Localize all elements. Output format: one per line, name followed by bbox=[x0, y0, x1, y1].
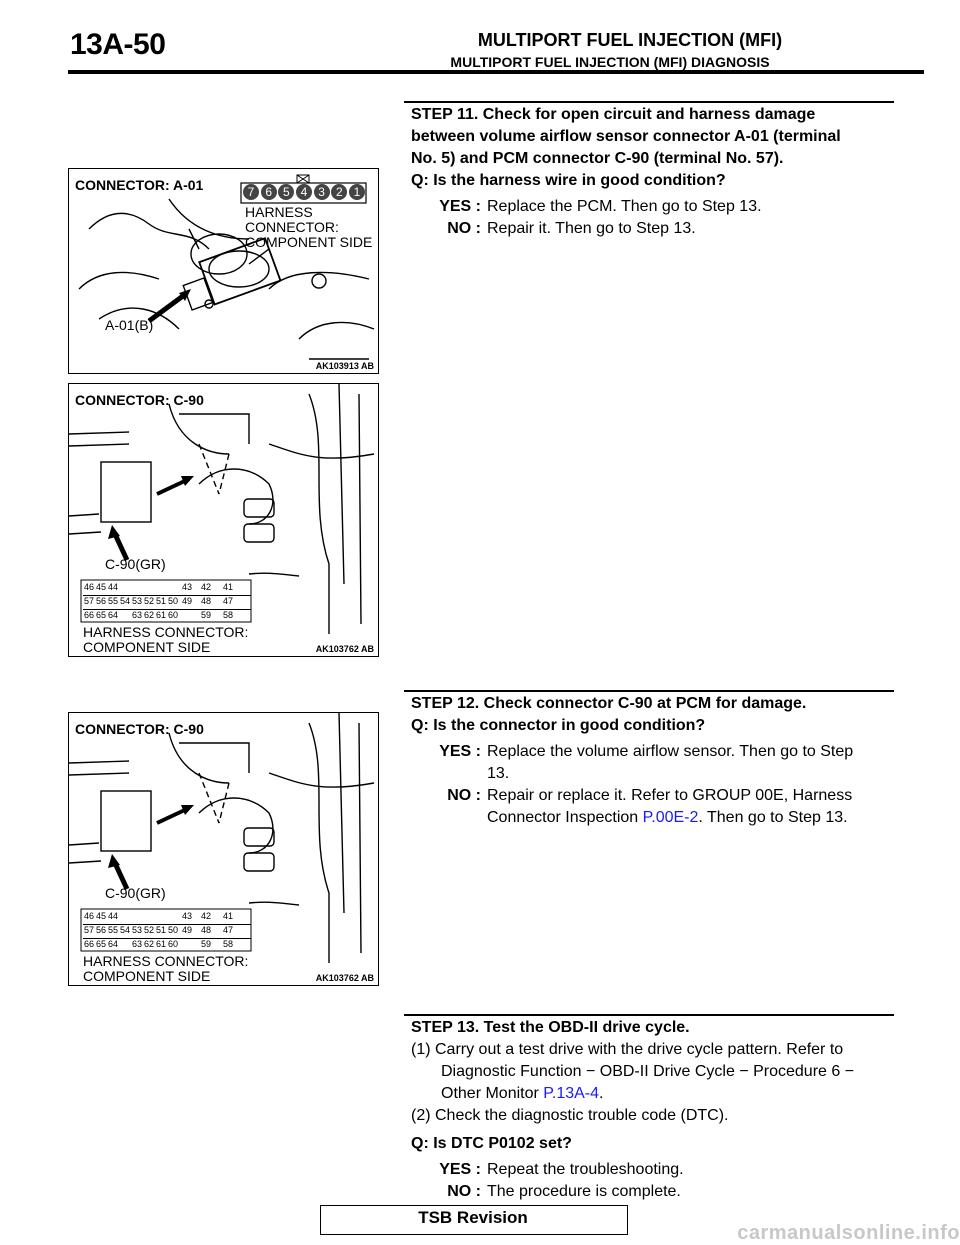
pin-5: 5 bbox=[278, 184, 294, 200]
harness-label bbox=[83, 625, 248, 655]
page-subtitle: MULTIPORT FUEL INJECTION (MFI) DIAGNOSIS bbox=[450, 54, 770, 70]
step11-rule bbox=[404, 101, 894, 103]
pin-grid bbox=[83, 911, 251, 952]
harness-label-line3: COMPONENT SIDE bbox=[245, 234, 373, 250]
step11-title-line1: STEP 11. Check for open circuit and harness damage bbox=[411, 106, 816, 123]
pin-7: 7 bbox=[243, 184, 259, 200]
pin-1: 1 bbox=[349, 184, 365, 200]
figure-connector-c90-1 bbox=[68, 383, 379, 657]
step13-title: STEP 13. Test the OBD-II drive cycle. bbox=[411, 1019, 690, 1036]
pin-2: 2 bbox=[331, 184, 347, 200]
no-label: NO : bbox=[447, 220, 481, 237]
figure-code: AK103913 AB bbox=[315, 361, 374, 371]
ref-link-p13a4[interactable]: P.13A-4 bbox=[543, 1085, 600, 1102]
tsb-revision-label: TSB Revision bbox=[418, 1208, 528, 1227]
pin-row-2: 57 56 55 54 53 52 51 50 49 48 47 bbox=[83, 925, 251, 939]
pin-3: 3 bbox=[314, 184, 330, 200]
step12-yes bbox=[411, 741, 901, 763]
step11-yes bbox=[411, 196, 901, 218]
connector-label: CONNECTOR: C-90 bbox=[75, 392, 204, 408]
yes-text-line2: 13. bbox=[487, 765, 510, 782]
pin-row-2: 57 56 55 54 53 52 51 50 49 48 47 bbox=[83, 596, 251, 610]
step12-section bbox=[411, 693, 901, 829]
pin-row-1: 46 45 44 43 42 41 bbox=[83, 911, 251, 925]
pin-row-3: 66 65 64 63 62 61 60 59 58 bbox=[83, 610, 233, 620]
watermark: carmanualsonline.info bbox=[737, 1222, 960, 1244]
part-label: A-01(B) bbox=[105, 317, 154, 333]
yes-text: Replace the PCM. Then go to Step 13. bbox=[487, 198, 762, 215]
no-text-line2: Connector Inspection P.00E-2. Then go to Step 13. bbox=[487, 809, 848, 826]
figure-connector-c90-2 bbox=[68, 712, 379, 986]
no-label: NO : bbox=[447, 1183, 481, 1200]
harness-label-line1: HARNESS CONNECTOR: bbox=[83, 624, 249, 640]
step12-no bbox=[411, 785, 901, 807]
step11-question: Q: Is the harness wire in good condition? bbox=[411, 172, 726, 189]
yes-label: YES : bbox=[439, 743, 481, 760]
page-title: MULTIPORT FUEL INJECTION (MFI) bbox=[477, 30, 783, 50]
harness-label-line2: COMPONENT SIDE bbox=[83, 968, 211, 984]
step13-section bbox=[411, 1017, 901, 1203]
step11-title-line2: between volume airflow sensor connector A-01 (terminal bbox=[411, 128, 841, 145]
figure-code: AK103762 AB bbox=[315, 973, 374, 983]
yes-label: YES : bbox=[439, 198, 481, 215]
step13-item2: (2) Check the diagnostic trouble code (DTC). bbox=[411, 1107, 729, 1124]
connector-label: CONNECTOR: A-01 bbox=[75, 177, 204, 193]
harness-label-line1: HARNESS CONNECTOR: bbox=[83, 953, 249, 969]
no-text-line1: Repair or replace it. Refer to GROUP 00E, Harness bbox=[487, 787, 853, 804]
header-rule bbox=[68, 70, 924, 74]
step11-title-line3: No. 5) and PCM connector C-90 (terminal No. 57). bbox=[411, 150, 784, 167]
harness-label-line1: HARNESS bbox=[245, 204, 313, 220]
pin-row-1: 46 45 44 43 42 41 bbox=[83, 582, 251, 596]
step13-rule bbox=[404, 1014, 894, 1016]
step13-yes bbox=[411, 1159, 901, 1181]
step13-no bbox=[411, 1181, 901, 1203]
yes-text: Repeat the troubleshooting. bbox=[487, 1161, 684, 1178]
step12-rule bbox=[404, 690, 894, 692]
step11-no bbox=[411, 218, 901, 240]
pin-numbers bbox=[243, 184, 365, 200]
connector-label: CONNECTOR: C-90 bbox=[75, 721, 204, 737]
yes-text-line1: Replace the volume airflow sensor. Then go to Step bbox=[487, 743, 854, 760]
no-text: Repair it. Then go to Step 13. bbox=[487, 220, 696, 237]
step13-question: Q: Is DTC P0102 set? bbox=[411, 1135, 572, 1152]
no-label: NO : bbox=[447, 787, 481, 804]
part-label: C-90(GR) bbox=[105, 885, 166, 901]
part-label: C-90(GR) bbox=[105, 556, 166, 572]
harness-label bbox=[245, 205, 372, 250]
no-text: The procedure is complete. bbox=[487, 1183, 681, 1200]
ref-link-p00e2[interactable]: P.00E-2 bbox=[642, 809, 699, 826]
step13-item1-line2: Diagnostic Function − OBD-II Drive Cycle − Procedure 6 − bbox=[441, 1063, 855, 1080]
figure-code: AK103762 AB bbox=[315, 644, 374, 654]
page-number: 13A-50 bbox=[70, 28, 166, 61]
step13-item1-line3: Other Monitor P.13A-4. bbox=[441, 1085, 604, 1102]
harness-label-line2: COMPONENT SIDE bbox=[83, 639, 211, 655]
step13-item1-line1: (1) Carry out a test drive with the drive cycle pattern. Refer to bbox=[411, 1041, 844, 1058]
pin-6: 6 bbox=[261, 184, 277, 200]
yes-label: YES : bbox=[439, 1161, 481, 1178]
harness-label bbox=[83, 954, 248, 984]
step12-question: Q: Is the connector in good condition? bbox=[411, 717, 706, 734]
harness-label-line2: CONNECTOR: bbox=[245, 219, 339, 235]
figure-connector-a01 bbox=[68, 168, 379, 374]
step12-title: STEP 12. Check connector C-90 at PCM for damage. bbox=[411, 695, 807, 712]
pin-row-3: 66 65 64 63 62 61 60 59 58 bbox=[83, 939, 233, 949]
step11-section bbox=[411, 104, 901, 240]
pin-4: 4 bbox=[296, 184, 312, 200]
pin-grid bbox=[83, 582, 251, 623]
